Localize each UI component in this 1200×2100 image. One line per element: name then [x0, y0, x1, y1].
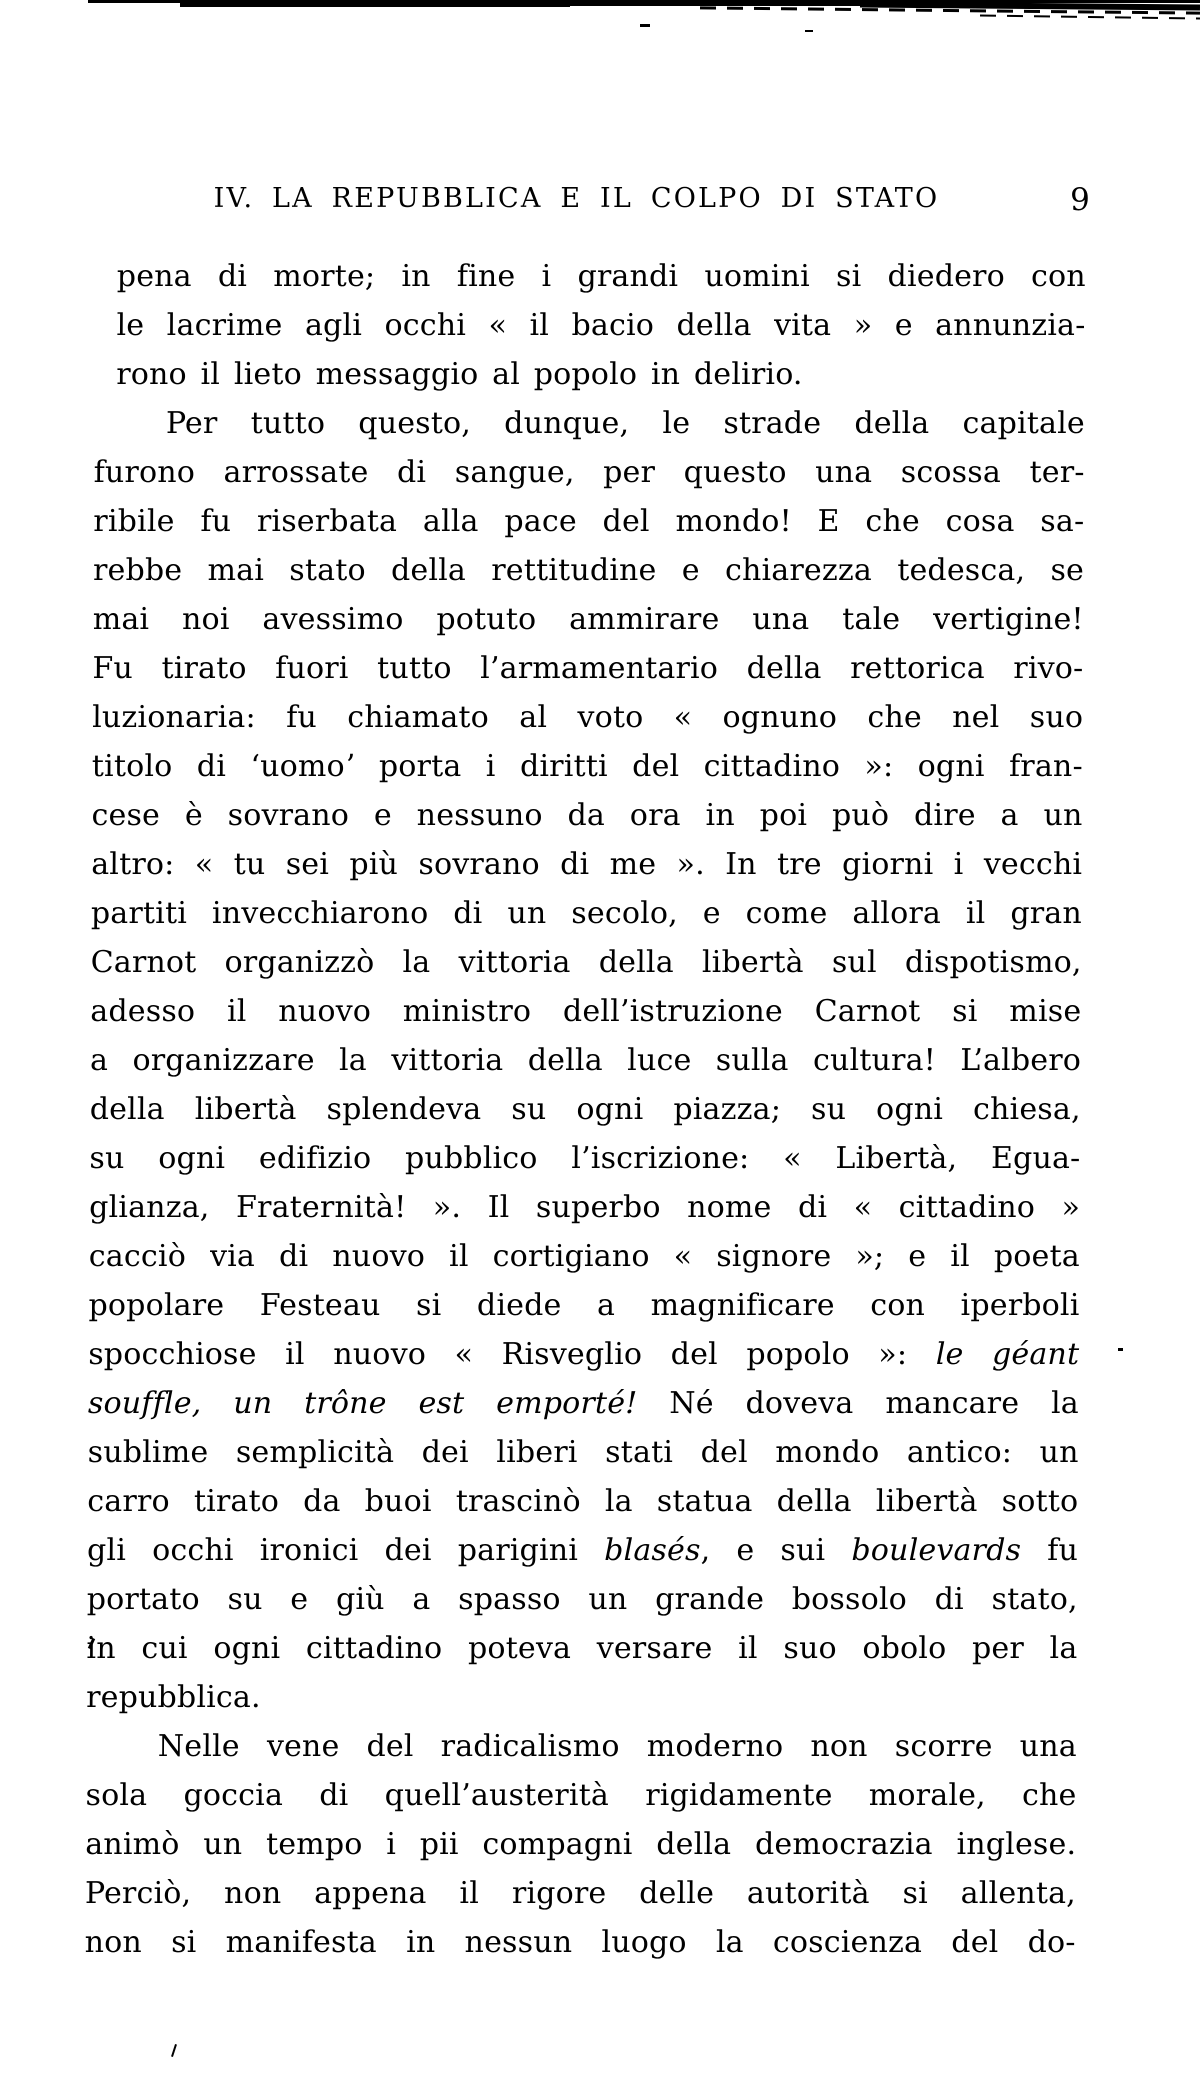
text-segment: repubblica.	[86, 1680, 261, 1715]
text-segment: luzionaria: fu chiamato al voto « ognuno che nel suo	[92, 700, 1084, 735]
text-segment: animò un tempo i pii compagni della democrazia inglese.	[85, 1827, 1077, 1862]
text-line	[91, 840, 1082, 889]
text-line	[91, 791, 1082, 840]
text-segment: rebbe mai stato della rettitudine e chiarezza tedesca, se	[92, 553, 1085, 588]
scan-speck-artifact	[1118, 1348, 1123, 1351]
body-text	[85, 252, 1086, 1967]
scan-edge-artifact	[980, 14, 1200, 19]
text-line	[85, 1869, 1076, 1918]
text-line	[94, 448, 1085, 497]
scan-speck-artifact	[805, 30, 813, 32]
text-line	[91, 889, 1082, 938]
scan-speck-artifact	[640, 24, 650, 27]
text-line	[93, 595, 1084, 644]
text-line	[85, 1771, 1076, 1820]
scan-edge-artifact	[550, 1, 890, 6]
text-line	[94, 399, 1085, 448]
text-segment: sublime semplicità dei liberi stati del mondo antico: un	[87, 1435, 1079, 1470]
text-line	[93, 497, 1084, 546]
text-segment: popolare Festeau si diede a magnificare con iperboli	[88, 1288, 1080, 1323]
text-line	[87, 1477, 1078, 1526]
text-segment: altro: « tu sei più sovrano di me ». In tre giorni i vecchi	[91, 847, 1083, 882]
text-segment: ribile fu riserbata alla pace del mondo! E che cosa sa-	[93, 504, 1085, 539]
text-line	[89, 1232, 1080, 1281]
running-header	[95, 183, 1086, 214]
text-line	[92, 693, 1083, 742]
text-segment: portato su e giù a spasso un grande bossolo di stato,	[86, 1582, 1078, 1617]
text-segment: a organizzare la vittoria della luce sulla cultura! L’albero	[89, 1043, 1082, 1078]
text-line	[88, 1330, 1079, 1379]
text-segment: su ogni edifizio pubblico l’iscrizione: « Libertà, Egua-	[89, 1141, 1081, 1176]
text-line	[90, 987, 1081, 1036]
text-line	[86, 1673, 1077, 1722]
text-segment: adesso il nuovo ministro dell’istruzione Carnot si mise	[90, 994, 1082, 1029]
italic-text-segment: le géant	[935, 1337, 1080, 1372]
text-segment: rono il lieto messaggio al popolo in delirio.	[116, 357, 803, 392]
scan-speck-artifact	[171, 2044, 177, 2057]
text-line	[88, 1428, 1079, 1477]
text-segment: Né doveva mancare la	[637, 1386, 1080, 1421]
text-segment: fu	[1021, 1533, 1079, 1568]
text-segment: Perciò, non appena il rigore delle autorità si allenta,	[84, 1876, 1077, 1911]
text-segment: spocchiose il nuovo « Risveglio del popolo »:	[88, 1337, 936, 1372]
text-segment: Carnot organizzò la vittoria della libertà sul dispotismo,	[90, 945, 1082, 980]
italic-text-segment: boulevards	[851, 1533, 1022, 1568]
text-segment: partiti invecchiarono di un secolo, e come allora il gran	[90, 896, 1083, 931]
text-line	[88, 1379, 1079, 1428]
text-line	[89, 1183, 1080, 1232]
text-line	[94, 301, 1085, 350]
text-segment: , e sui	[700, 1533, 852, 1568]
text-line	[85, 1820, 1076, 1869]
chapter-title: IV. LA REPUBBLICA E IL COLPO DI STATO	[213, 183, 940, 214]
text-segment: cacciò via di nuovo il cortigiano « signore »; e il poeta	[88, 1239, 1080, 1274]
page-number: 9	[1070, 182, 1090, 218]
text-segment: titolo di ʻuomoʼ porta i diritti del cittadino »: ogni fran-	[91, 749, 1083, 784]
text-segment: Per tutto questo, dunque, le strade della capitale	[165, 406, 1086, 441]
text-line	[94, 350, 1085, 399]
text-segment: furono arrossate di sangue, per questo una scossa ter-	[93, 455, 1085, 490]
text-segment: Nelle vene del radicalismo moderno non scorre una	[157, 1729, 1077, 1764]
italic-text-segment: blasés	[604, 1533, 701, 1568]
text-line	[93, 546, 1084, 595]
text-line	[87, 1526, 1078, 1575]
text-segment: della libertà splendeva su ogni piazza; su ogni chiesa,	[89, 1092, 1081, 1127]
text-line	[89, 1134, 1080, 1183]
text-segment: gli occhi ironici dei parigini	[86, 1533, 605, 1568]
text-line	[90, 1036, 1081, 1085]
text-segment: glianza, Fraternità! ». Il superbo nome di « cittadino »	[89, 1190, 1081, 1225]
text-segment: carro tirato da buoi trascinò la statua della libertà sotto	[87, 1484, 1079, 1519]
text-line	[92, 742, 1083, 791]
text-segment: sola goccia di quell’austerità rigidamente morale, che	[85, 1778, 1077, 1813]
text-line	[85, 1918, 1076, 1967]
text-line	[90, 1085, 1081, 1134]
text-line	[92, 644, 1083, 693]
text-segment: non si manifesta in nessun luogo la coscienza del do-	[84, 1925, 1076, 1960]
text-segment: pena di morte; in fine i grandi uomini si diedero con	[116, 259, 1086, 294]
scan-edge-artifact	[180, 0, 570, 7]
text-line	[91, 938, 1082, 987]
text-line	[86, 1722, 1077, 1771]
text-line	[86, 1624, 1077, 1673]
text-segment: cese è sovrano e nessuno da ora in poi può dire a un	[91, 798, 1083, 833]
italic-text-segment: souffle, un trône est emporté!	[87, 1386, 638, 1421]
text-segment: Fu tirato fuori tutto l’armamentario della rettorica rivo-	[92, 651, 1084, 686]
text-line	[88, 1281, 1079, 1330]
text-segment: mai noi avessimo potuto ammirare una tale vertigine!	[92, 602, 1084, 637]
text-line	[95, 252, 1086, 301]
text-line	[87, 1575, 1078, 1624]
text-segment: le lacrime agli occhi « il bacio della vita » e annunzia-	[116, 308, 1086, 343]
text-segment: in cui ogni cittadino poteva versare il suo obolo per la	[86, 1631, 1078, 1666]
